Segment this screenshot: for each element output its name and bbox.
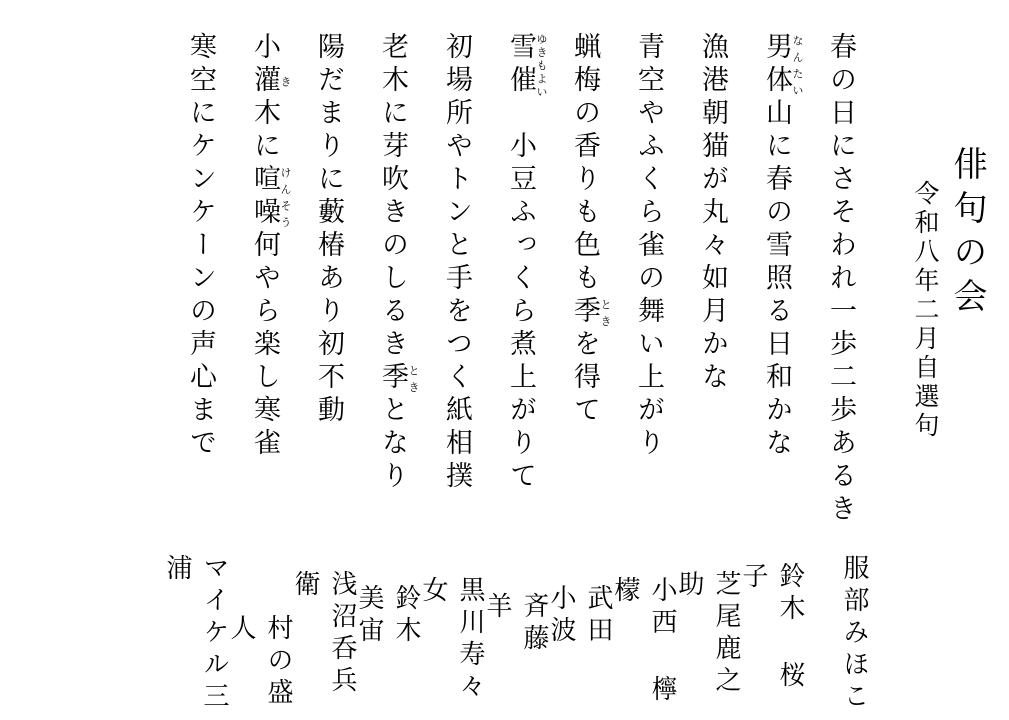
haiku-text: 初場所やトンと手をつく紙相撲 xyxy=(442,32,472,494)
haiku-column xyxy=(163,14,233,714)
haiku-text: 雪催 ゆきもよい 小豆ふっくら煮上がりて xyxy=(506,32,547,494)
ruby-annotation: 喧噪 けんそう xyxy=(250,164,291,230)
haiku-column xyxy=(227,14,297,714)
haiku-column xyxy=(739,14,809,714)
haiku-column xyxy=(809,14,873,714)
haiku-column xyxy=(291,14,361,714)
haiku-column xyxy=(483,14,553,714)
ruby-annotation: 男体 なんたい xyxy=(762,32,803,98)
haiku-author: 芝尾鹿之助 xyxy=(675,570,741,698)
page-title: 俳句の会 xyxy=(948,146,985,322)
haiku-author: 村の盛人 xyxy=(227,614,293,710)
haiku-column xyxy=(675,14,745,714)
haiku-author: マイケル三浦 xyxy=(163,554,229,714)
title-column xyxy=(873,14,991,714)
haiku-text: 寒空にケンケーンの声心まで xyxy=(186,32,216,461)
haiku-text: 男体 なんたい山に春の雪照る日和かな xyxy=(762,32,803,461)
haiku-text: 漁港朝猫が丸々如月かな xyxy=(698,32,728,395)
haiku-text: 蝋梅の香りも色も季 ときを得て xyxy=(570,32,611,428)
haiku-author: 武田 小波 xyxy=(547,584,613,648)
haiku-column xyxy=(355,14,425,714)
haiku-author: 浅沼呑兵衛 xyxy=(291,570,357,698)
haiku-author: 鈴木 桜子 xyxy=(739,562,805,693)
page-subtitle: 令和八年二月自選句 xyxy=(911,180,938,441)
ruby-annotation: 灌 き xyxy=(250,65,291,98)
ruby-annotation: 季 とき xyxy=(378,362,419,395)
haiku-text: 陽だまりに藪椿あり初不動 xyxy=(314,32,344,428)
haiku-text: 春の日にさそわれ一歩二歩あるき xyxy=(826,32,856,527)
haiku-author: 小西 檸檬 xyxy=(611,576,677,707)
haiku-text: 小灌 き木に喧噪 けんそう何やら楽し寒雀 xyxy=(250,32,291,461)
ruby-annotation: 季 とき xyxy=(570,296,611,329)
haiku-author: 斉藤 羊 xyxy=(483,592,549,656)
haiku-author: 黒川寿々女 xyxy=(419,576,485,704)
haiku-column xyxy=(547,14,617,714)
ruby-annotation: 雪催 ゆきもよい xyxy=(506,32,547,98)
haiku-author: 服部みほこ xyxy=(840,554,869,714)
haiku-text: 青空やふくら雀の舞い上がり xyxy=(634,32,664,461)
haiku-text: 老木に芽吹きのしるき季 ときとなり xyxy=(378,32,419,494)
haiku-column xyxy=(611,14,681,714)
haiku-author: 鈴木 美宙 xyxy=(355,584,421,648)
haiku-column xyxy=(419,14,489,714)
